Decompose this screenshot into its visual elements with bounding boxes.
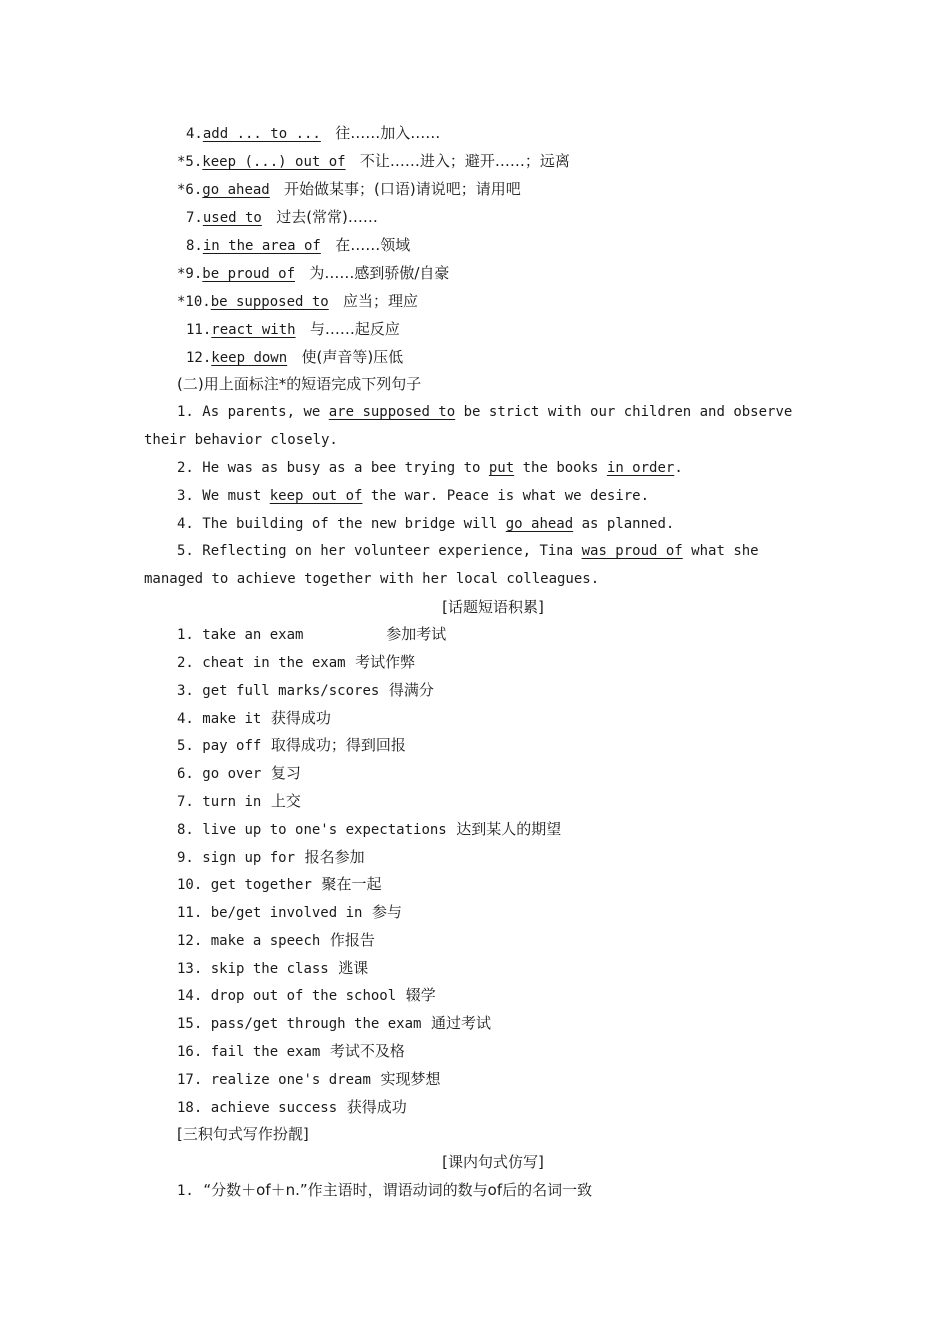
topic-phrase-item: 4. make it 获得成功 bbox=[177, 709, 331, 727]
section-heading: [课内句式仿写] bbox=[442, 1153, 544, 1171]
section-heading: (二)用上面标注*的短语完成下列句子 bbox=[177, 375, 422, 393]
topic-phrase-item: 5. pay off 取得成功；得到回报 bbox=[177, 736, 406, 754]
phrase-item: 7.used to 过去(常常)…… bbox=[186, 208, 378, 226]
topic-phrase-item: 9. sign up for 报名参加 bbox=[177, 848, 365, 866]
topic-phrase-item: 8. live up to one's expectations 达到某人的期望 bbox=[177, 820, 562, 838]
topic-phrase-item: 3. get full marks/scores 得满分 bbox=[177, 681, 434, 699]
pattern-item: 1. “分数＋of＋n.”作主语时，谓语动词的数与of后的名词一致 bbox=[177, 1181, 593, 1199]
phrase-item: *10.be supposed to 应当；理应 bbox=[177, 292, 419, 310]
phrase-item: *5.keep (...) out of 不让……进入；避开……；远离 bbox=[177, 152, 570, 170]
topic-phrase-item: 11. be/get involved in 参与 bbox=[177, 903, 403, 921]
topic-phrase-item: 2. cheat in the exam 考试作弊 bbox=[177, 653, 416, 671]
topic-phrase-item: 7. turn in 上交 bbox=[177, 792, 301, 810]
topic-phrase-item: 14. drop out of the school 辍学 bbox=[177, 986, 436, 1004]
sentence-item: 1. As parents, we are supposed to be strict with our children and observe bbox=[177, 404, 793, 420]
sentence-item: 4. The building of the new bridge will go ahead as planned. bbox=[177, 516, 675, 532]
topic-phrase-item: 10. get together 聚在一起 bbox=[177, 875, 382, 893]
sentence-continuation: their behavior closely. bbox=[144, 432, 338, 448]
phrase-item: *9.be proud of 为……感到骄傲/自豪 bbox=[177, 264, 450, 282]
phrase-item: 8.in the area of 在……领域 bbox=[186, 236, 411, 254]
topic-phrase-item: 1. take an exam 参加考试 bbox=[177, 625, 447, 643]
sentence-item: 5. Reflecting on her volunteer experience, Tina was proud of what she bbox=[177, 543, 759, 559]
phrase-item: 12.keep down 使(声音等)压低 bbox=[186, 348, 404, 366]
section-heading: [三积句式写作扮靓] bbox=[177, 1125, 309, 1143]
topic-phrase-item: 6. go over 复习 bbox=[177, 764, 301, 782]
topic-phrase-item: 13. skip the class 逃课 bbox=[177, 959, 369, 977]
phrase-item: 11.react with 与……起反应 bbox=[186, 320, 400, 338]
topic-phrase-item: 12. make a speech 作报告 bbox=[177, 931, 375, 949]
sentence-item: 3. We must keep out of the war. Peace is what we desire. bbox=[177, 488, 650, 504]
topic-phrase-item: 17. realize one's dream 实现梦想 bbox=[177, 1070, 441, 1088]
phrase-item: *6.go ahead 开始做某事；(口语)请说吧；请用吧 bbox=[177, 180, 521, 198]
sentence-item: 2. He was as busy as a bee trying to put the books in order. bbox=[177, 460, 683, 476]
sentence-continuation: managed to achieve together with her local colleagues. bbox=[144, 571, 600, 587]
phrase-item: 4.add ... to ... 往……加入…… bbox=[186, 124, 441, 142]
topic-phrase-item: 16. fail the exam 考试不及格 bbox=[177, 1042, 405, 1060]
topic-phrase-item: 15. pass/get through the exam 通过考试 bbox=[177, 1014, 492, 1032]
topic-phrase-item: 18. achieve success 获得成功 bbox=[177, 1098, 407, 1116]
section-heading: [话题短语积累] bbox=[442, 598, 544, 616]
